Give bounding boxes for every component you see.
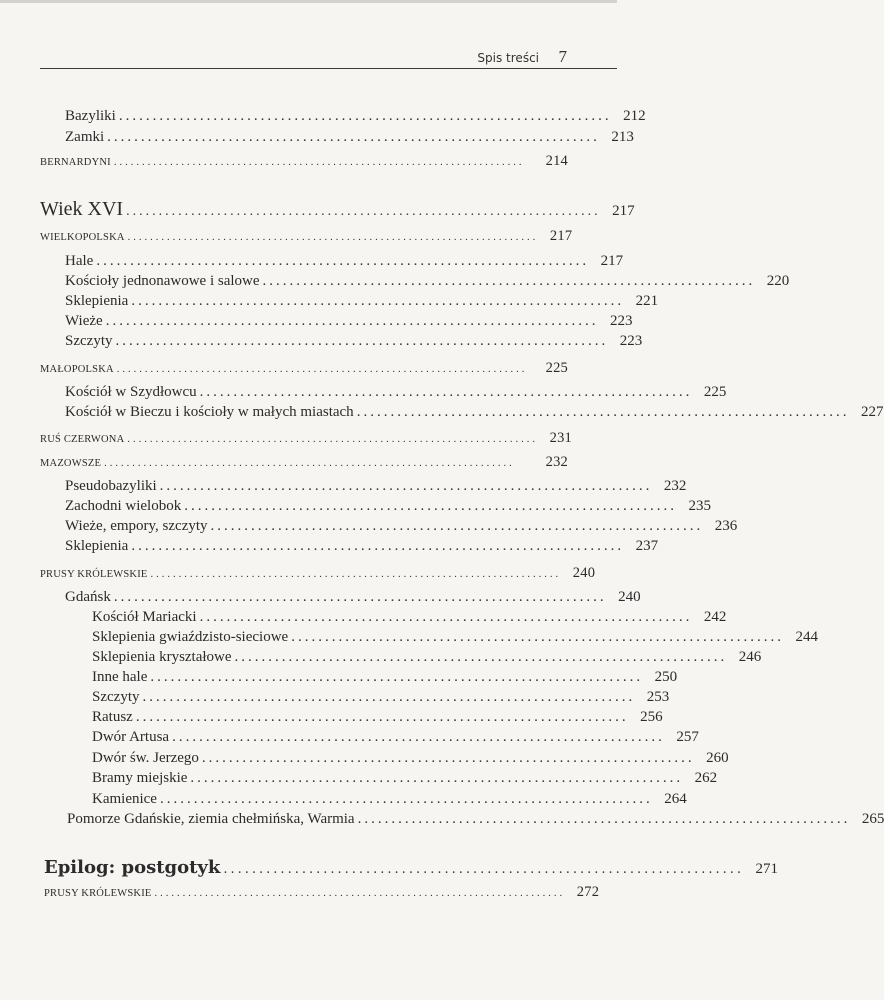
toc-section [40, 454, 568, 471]
toc-page-number: 271 [755, 861, 779, 877]
dot-leader: ......................................................................... [172, 729, 665, 745]
toc-page-number: 227 [860, 404, 884, 420]
toc-page-number: 225 [703, 384, 727, 400]
toc-subentry [40, 729, 699, 746]
toc-subentry [40, 609, 727, 626]
toc-label: Wiek XVI [40, 198, 124, 220]
toc-page-number: 217 [549, 228, 573, 244]
dot-leader: ......................................................................... [118, 108, 612, 124]
dot-leader: ......................................................................... [115, 333, 609, 349]
toc-label: MAŁOPOLSKA [40, 364, 114, 375]
dot-leader: ......................................................................... [199, 609, 693, 625]
toc-page-number: 262 [694, 770, 718, 786]
toc-label: Pomorze Gdańskie, ziemia chełmińska, Warmia [67, 811, 355, 827]
toc-subentry [40, 629, 818, 646]
toc-label: PRUSY KRÓLEWSKIE [40, 569, 148, 580]
toc-label: Wieże [65, 313, 103, 329]
toc-page-number: 232 [663, 478, 687, 494]
toc-entry [40, 129, 634, 146]
toc-label: Szczyty [92, 689, 140, 705]
toc-label: Dwór św. Jerzego [92, 750, 199, 766]
dot-leader: ......................................................................... [199, 384, 693, 400]
toc-chapter [40, 857, 779, 878]
toc-label: Dwór Artusa [92, 729, 170, 745]
toc-subentry [40, 689, 670, 706]
dot-leader: ......................................................................... [357, 811, 851, 827]
toc-label: BERNARDYNI [40, 157, 111, 168]
toc-label: RUŚ CZERWONA [40, 434, 125, 445]
toc-label: Kamienice [92, 791, 157, 807]
dot-leader: ......................................................................... [184, 498, 677, 514]
dot-leader: ......................................................................... [356, 404, 850, 420]
toc-subentry [40, 770, 718, 787]
dot-leader: ......................................................................... [234, 649, 728, 665]
toc-label: Epilog: postgotyk [44, 857, 221, 878]
toc-page-number: 221 [635, 293, 659, 309]
toc-label: Bramy miejskie [92, 770, 188, 786]
toc-section [40, 228, 573, 245]
toc-page-number: 231 [549, 430, 572, 446]
toc-page-number: 220 [766, 273, 790, 289]
toc-page-number: 265 [861, 811, 884, 827]
toc-page-number: 217 [612, 203, 635, 219]
toc-entry [40, 273, 790, 290]
toc-section [40, 360, 568, 377]
dot-leader: ......................................................................... [210, 518, 704, 534]
toc-label: Kościół w Szydłowcu [65, 384, 197, 400]
toc-subentry [40, 669, 678, 686]
toc-page-number: 223 [609, 313, 633, 329]
toc-page-number: 240 [572, 565, 596, 581]
toc-entry [40, 333, 643, 350]
toc-entry [40, 518, 738, 535]
dot-leader: ......................................................................... [113, 157, 525, 168]
toc-label: Kościół Mariacki [92, 609, 197, 625]
toc-label: Szczyty [65, 333, 113, 349]
toc-section [40, 884, 600, 901]
toc-label: Pseudobazyliki [65, 478, 157, 494]
toc-label: Ratusz [92, 709, 133, 725]
page-edge [0, 0, 617, 3]
dot-leader: ......................................................................... [113, 589, 607, 605]
toc-page-number: 242 [703, 609, 727, 625]
toc-label: Gdańsk [65, 589, 111, 605]
toc-chapter [40, 198, 635, 221]
toc-subentry [40, 750, 729, 767]
toc-page-number: 217 [600, 253, 624, 269]
toc-page-number: 213 [611, 129, 634, 145]
dot-leader: ......................................................................... [142, 689, 636, 705]
toc-label: Sklepienia [65, 538, 129, 554]
toc-entry [40, 538, 659, 555]
toc-entry [40, 384, 727, 401]
toc-entry [40, 811, 884, 828]
toc-section [40, 565, 596, 582]
dot-leader: ......................................................................... [127, 232, 539, 243]
dot-leader: ......................................................................... [262, 273, 756, 289]
toc-label: PRUSY KRÓLEWSKIE [44, 888, 152, 899]
toc-entry [40, 293, 659, 310]
dot-leader: ......................................................................... [126, 204, 601, 219]
toc-page-number: 257 [676, 729, 699, 745]
toc-label: Zamki [65, 129, 105, 145]
toc-entry [40, 478, 687, 495]
toc-label: Kościół w Bieczu i kościoły w małych miastach [65, 404, 354, 420]
dot-leader: ......................................................................... [150, 669, 644, 685]
toc-label: Zachodni wielobok [65, 498, 182, 514]
running-header [40, 48, 617, 69]
dot-leader: ......................................................................... [131, 293, 625, 309]
toc-label: Bazyliki [65, 108, 116, 124]
dot-leader: ......................................................................... [154, 888, 566, 899]
toc-entry [40, 253, 624, 270]
dot-leader: ......................................................................... [105, 313, 599, 329]
dot-leader: ......................................................................... [127, 434, 538, 445]
toc-subentry [40, 791, 687, 808]
running-header-title: Spis treści [477, 51, 539, 65]
dot-leader: ......................................................................... [150, 569, 562, 580]
toc-page-number: 244 [795, 629, 818, 645]
toc-page-number: 235 [688, 498, 711, 514]
dot-leader: ......................................................................... [190, 770, 684, 786]
toc-page-number: 237 [635, 538, 659, 554]
dot-leader: ......................................................................... [104, 458, 515, 469]
page-number: 7 [558, 47, 567, 66]
dot-leader: ......................................................................... [223, 862, 745, 877]
toc-label: Sklepienia kryształowe [92, 649, 232, 665]
toc-page-number: 240 [618, 589, 641, 605]
toc-page-number: 260 [706, 750, 729, 766]
dot-leader: ......................................................................... [291, 629, 784, 645]
toc-page-number: 214 [545, 153, 568, 169]
dot-leader: ......................................................................... [201, 750, 695, 766]
dot-leader: ......................................................................... [107, 129, 600, 145]
toc-page-number: 256 [640, 709, 663, 725]
toc-page-number: 223 [619, 333, 643, 349]
toc-section [40, 153, 568, 170]
dot-leader: ......................................................................... [116, 364, 528, 375]
dot-leader: ......................................................................... [159, 791, 653, 807]
toc-entry [40, 313, 633, 330]
toc-label: Hale [65, 253, 94, 269]
toc-entry [40, 589, 641, 606]
toc-entry [40, 498, 711, 515]
toc-page-number: 250 [654, 669, 678, 685]
toc-label: WIELKOPOLSKA [40, 232, 125, 243]
dot-leader: ......................................................................... [131, 538, 625, 554]
toc-page-number: 246 [738, 649, 762, 665]
toc-label: Sklepienia gwiaździsto-sieciowe [92, 629, 289, 645]
toc-label: Kościoły jednonawowe i salowe [65, 273, 260, 289]
toc-page-number: 236 [714, 518, 738, 534]
toc-subentry [40, 649, 762, 666]
toc-label: Sklepienia [65, 293, 129, 309]
toc-page-number: 272 [576, 884, 600, 900]
toc-page-number: 232 [545, 454, 568, 470]
toc-page-number: 264 [664, 791, 687, 807]
toc-label: Wieże, empory, szczyty [65, 518, 208, 534]
dot-leader: ......................................................................... [135, 709, 629, 725]
toc-section [40, 430, 572, 447]
toc-page-number: 212 [623, 108, 646, 124]
toc-entry [40, 404, 884, 421]
toc-label: MAZOWSZE [40, 458, 102, 469]
toc-label: Inne hale [92, 669, 148, 685]
toc-subentry [40, 709, 663, 726]
toc-entry [40, 108, 646, 125]
dot-leader: ......................................................................... [159, 478, 653, 494]
toc-page-number: 225 [545, 360, 568, 376]
toc-page-number: 253 [646, 689, 670, 705]
dot-leader: ......................................................................... [96, 253, 590, 269]
